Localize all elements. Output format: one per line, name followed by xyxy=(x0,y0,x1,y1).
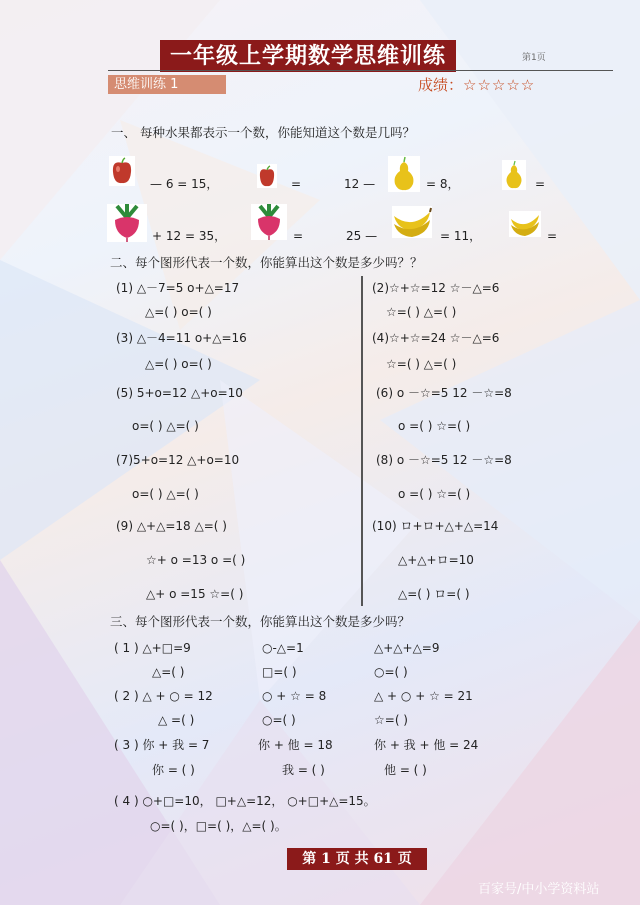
s2-left-line: △=( ) o=( ) xyxy=(145,357,212,371)
s1-row1-d: = 8， xyxy=(426,177,460,191)
s3-line-b: 我 = ( ) xyxy=(282,763,325,777)
s2-left-line: ☆+ o =13 o =( ) xyxy=(146,553,246,567)
s2-left-line: (7)5+o=12 △+o=10 xyxy=(116,453,240,467)
s3-q4-answer: ○=( )，□=( )，△=( )。 xyxy=(150,819,287,833)
column-divider xyxy=(361,276,363,606)
s3-line-c: ☆=( ) xyxy=(374,713,408,727)
s3-line-c: 你 + 我 + 他 = 24 xyxy=(374,738,479,752)
s3-line-a: △ =( ) xyxy=(158,713,195,727)
banana-icon xyxy=(392,206,432,238)
s3-q4: ( 4 ) ○+□=10， □+△=12， ○+□+△=15。 xyxy=(114,794,376,808)
s2-left-line: o=( ) △=( ) xyxy=(132,487,199,501)
s2-right-line: (10) ロ+ロ+△+△=14 xyxy=(372,519,499,533)
worksheet-title: 一年级上学期数学思维训练 xyxy=(160,40,456,72)
watermark: 百家号/中小学资料站 xyxy=(478,882,600,897)
apple-icon xyxy=(257,164,277,188)
s2-left-line: (9) △+△=18 △=( ) xyxy=(116,519,227,533)
s1-row2-a: + 12 = 35， xyxy=(152,229,227,243)
s2-left-line: (5) 5+o=12 △+o=10 xyxy=(116,386,243,400)
s2-left-line: (1) △－7=5 o+△=17 xyxy=(116,281,240,295)
score-label: 成绩： xyxy=(418,76,464,94)
s1-row2-c: 25 — xyxy=(346,229,378,243)
s3-line-a: ( 1 ) △+□=9 xyxy=(114,641,191,655)
s2-right-line: (4)☆+☆=24 ☆－△=6 xyxy=(372,331,500,345)
s2-left-line: △=( ) o=( ) xyxy=(145,305,212,319)
s3-line-a: △=( ) xyxy=(152,665,185,679)
s3-line-a: ( 2 ) △ + ○ = 12 xyxy=(114,689,213,703)
training-subtitle: 思维训练 1 xyxy=(108,75,226,94)
page-hint: 第1页 xyxy=(522,53,546,63)
s3-line-b: □=( ) xyxy=(262,665,297,679)
s2-right-line: o =( ) ☆=( ) xyxy=(398,487,471,501)
s2-right-line: ☆=( ) △=( ) xyxy=(386,357,457,371)
pear-icon xyxy=(388,156,420,192)
s3-line-c: ○=( ) xyxy=(374,665,408,679)
s1-row1-b: = xyxy=(291,177,302,191)
s3-line-c: △ + ○ + ☆ = 21 xyxy=(374,689,473,703)
s2-right-line: △+△+ロ=10 xyxy=(398,553,474,567)
s3-line-a: ( 3 ) 你 + 我 = 7 xyxy=(114,738,210,752)
s1-row1-a: — 6 = 15， xyxy=(150,177,219,191)
s3-line-b: 你 + 他 = 18 xyxy=(258,738,333,752)
section1-heading: 一、 每种水果都表示一个数，你能知道这个数是几吗？ xyxy=(111,125,415,140)
s1-row2-d: = 11， xyxy=(440,229,482,243)
s3-line-b: ○=( ) xyxy=(262,713,296,727)
s2-right-line: (8) o －☆=5 12 －☆=8 xyxy=(376,453,512,467)
banana-icon xyxy=(509,211,541,237)
s3-line-c: 他 = ( ) xyxy=(384,763,427,777)
s2-right-line: (2)☆+☆=12 ☆－△=6 xyxy=(372,281,500,295)
s3-line-b: ○-△=1 xyxy=(262,641,304,655)
pear-icon xyxy=(502,160,526,190)
s2-right-line: o =( ) ☆=( ) xyxy=(398,419,471,433)
s1-row2-b: = xyxy=(293,229,304,243)
s3-line-c: △+△+△=9 xyxy=(374,641,440,655)
apple-icon xyxy=(109,156,135,186)
s1-row2-e: = xyxy=(547,229,558,243)
page-number-footer: 第 1 页 共 61 页 xyxy=(287,848,427,870)
s3-line-b: ○ + ☆ = 8 xyxy=(262,689,327,703)
s1-row1-c: 12 — xyxy=(344,177,376,191)
s1-row1-e: = xyxy=(535,177,546,191)
radish-icon xyxy=(107,204,147,242)
score xyxy=(418,74,535,95)
s3-line-a: 你 = ( ) xyxy=(152,763,195,777)
s2-right-line: △=( ) ロ=( ) xyxy=(398,587,470,601)
radish-icon xyxy=(251,204,287,240)
s2-right-line: ☆=( ) △=( ) xyxy=(386,305,457,319)
section3-heading: 三、每个图形代表一个数，你能算出这个数是多少吗？ xyxy=(110,614,411,629)
s2-left-line: o=( ) △=( ) xyxy=(132,419,199,433)
header-divider xyxy=(108,70,613,71)
section2-heading: 二、每个图形代表一个数，你能算出这个数是多少吗？？ xyxy=(110,255,423,270)
s2-right-line: (6) o －☆=5 12 －☆=8 xyxy=(376,386,512,400)
s2-left-line: (3) △－4=11 o+△=16 xyxy=(116,331,247,345)
s2-left-line: △+ o =15 ☆=( ) xyxy=(146,587,244,601)
score-stars: ☆☆☆☆☆ xyxy=(463,76,536,94)
